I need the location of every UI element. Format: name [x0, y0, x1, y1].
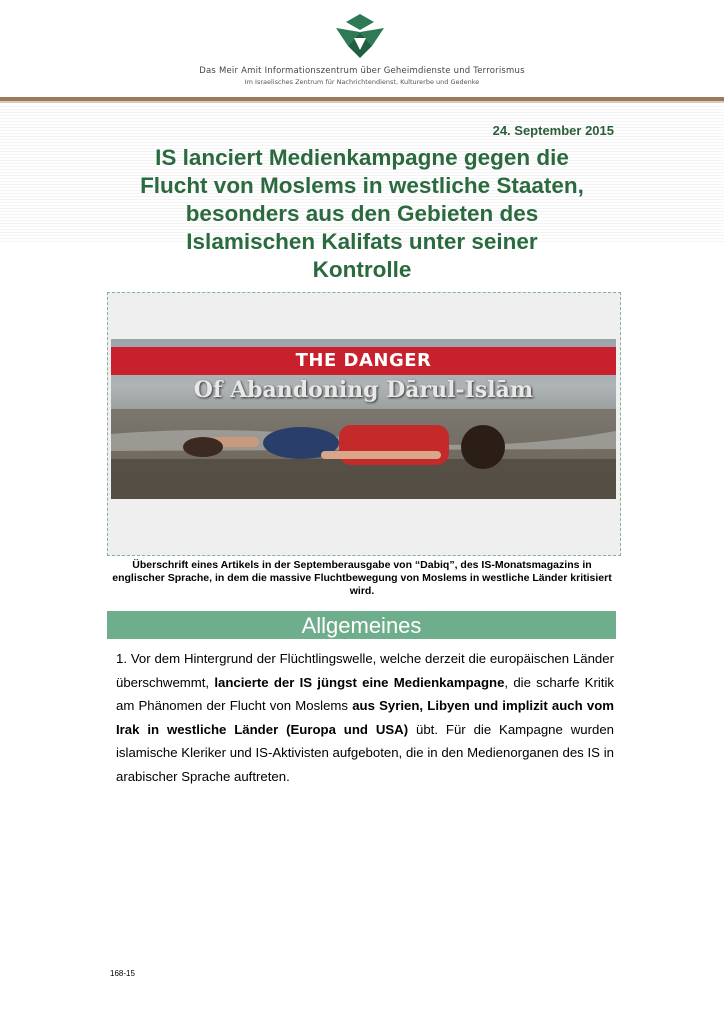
- title-line: Islamischen Kalifats unter seiner: [186, 229, 538, 254]
- banner-subheadline: Of Abandoning Dārul-Islām: [193, 377, 534, 403]
- header-rule-light: [0, 101, 724, 103]
- org-name: Das Meir Amit Informationszentrum über Geheimdienste und Terrorismus: [199, 66, 525, 76]
- title-line: besonders aus den Gebieten des: [185, 201, 539, 226]
- document-date: 24. September 2015: [492, 123, 614, 138]
- title-line: Flucht von Moslems in westliche Staaten,: [140, 173, 584, 198]
- meir-amit-logo-icon: [334, 12, 386, 60]
- document-title: [100, 144, 624, 284]
- para-bold: aus Syrien, Libyen und implizit auch vom Irak in westliche Länder (Europa und USA): [116, 698, 614, 737]
- title-line: IS lanciert Medienkampagne gegen die: [155, 145, 569, 170]
- banner-headline: THE DANGER: [295, 350, 432, 371]
- document-number: 168-15: [110, 969, 135, 978]
- figure-caption: Überschrift eines Artikels in der Septemberausgabe von “Dabiq”, des IS-Monatsmagazins in englischer Sprache, in dem die massive Fluchtbewegung von Moslems in westliche Länder kritisiert wird.: [112, 559, 612, 597]
- article-photo: [111, 339, 616, 499]
- org-subtitle: Im Israelisches Zentrum für Nachrichtendienst, Kulturerbe und Gedenke: [244, 78, 480, 86]
- title-line: Kontrolle: [312, 257, 412, 282]
- body-paragraph: [116, 647, 614, 788]
- para-text: , die scharfe Kritik am Phänomen der Flucht von Moslems: [116, 674, 614, 713]
- para-text: übt. Für die Kampagne wurden islamische Kleriker und IS-Aktivisten aufgeboten, die in den Medienorganen des IS in arabischer Sprache auftreten.: [116, 721, 614, 784]
- para-bold: lancierte der IS jüngst eine Medienkampagne: [214, 674, 505, 690]
- para-text: 1. Vor dem Hintergrund der Flüchtlingswelle, welche derzeit die europäischen Länder überschwemmt,: [116, 651, 614, 690]
- section-heading: Allgemeines: [301, 613, 422, 638]
